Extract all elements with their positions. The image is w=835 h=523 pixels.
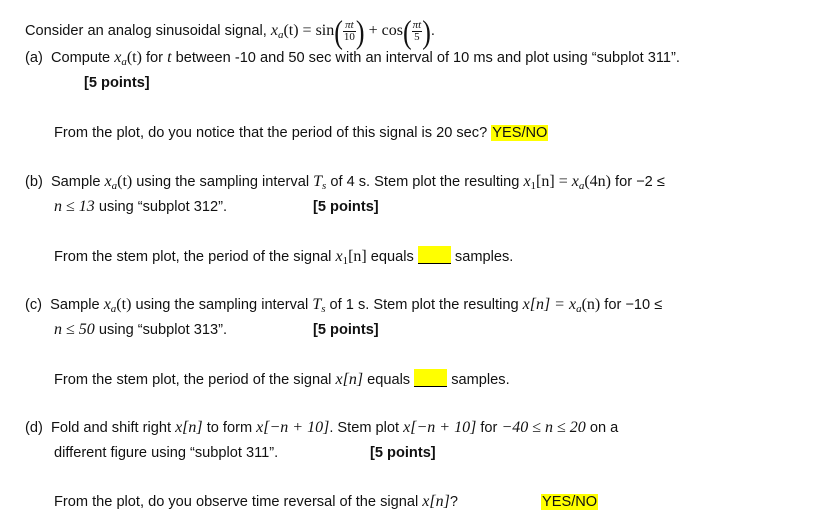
part-b-line1: [25, 172, 665, 196]
part-b-question-text: samples.: [450, 249, 514, 265]
xa-subscript: a: [111, 180, 118, 192]
part-d-points: [5 points]: [370, 445, 436, 461]
part-d-text: on a: [585, 420, 619, 436]
part-c-line2: [54, 320, 227, 340]
t-arg: (t): [116, 296, 132, 313]
n-range: n ≤ 13: [54, 198, 95, 215]
part-d-answer-wrap: [541, 492, 598, 512]
n-range: −40 ≤ n ≤ 20: [501, 419, 586, 436]
intro-line: [25, 14, 435, 51]
part-a-text: Compute: [50, 50, 115, 66]
part-d-label: (d): [25, 420, 43, 436]
x1-expr: [n] =: [536, 173, 572, 190]
xa-subscript: a: [121, 56, 127, 68]
x1-symbol: x: [523, 173, 531, 190]
part-a-answer: YES/NO: [492, 125, 548, 141]
part-c-text: using the sampling interval: [131, 297, 313, 313]
part-d-text: to form: [202, 420, 257, 436]
xa-symbol: x: [571, 173, 579, 190]
x-n-symbol: x[n]: [175, 419, 203, 436]
part-d-question: [54, 492, 458, 512]
xa-subscript: a: [277, 29, 284, 41]
fraction-1-num: πt: [343, 20, 356, 32]
paren-close-2: ): [422, 14, 431, 51]
part-b-points: [5 points]: [313, 199, 379, 215]
paren-open-2: (: [402, 14, 412, 51]
part-d-line1: [25, 418, 618, 438]
xa-arg: (4n): [584, 173, 611, 190]
part-c-answer-blank[interactable]: [414, 369, 447, 387]
part-b-text: Sample: [50, 174, 105, 190]
part-d-line2: [54, 443, 278, 463]
x-folded-symbol: x[−n + 10]: [256, 419, 330, 436]
part-b-question: [54, 246, 513, 271]
part-c-question-text: From the stem plot, the period of the signal: [54, 372, 336, 388]
part-c-text: Sample: [50, 297, 104, 313]
ts-subscript: s: [322, 180, 327, 192]
part-b-text: of 4 s. Stem plot the resulting: [326, 174, 524, 190]
xa-subscript: a: [576, 303, 582, 315]
x-expr: x[n] =: [522, 296, 569, 313]
part-a-label: (a): [25, 50, 43, 66]
x1-subscript: 1: [530, 180, 537, 192]
t-variable: t: [167, 49, 172, 66]
part-b-question-text: From the stem plot, the period of the signal: [54, 249, 336, 265]
part-d-question-text: From the plot, do you observe time reversal of the signal: [54, 494, 423, 510]
n-range: n ≤ 50: [54, 321, 95, 338]
part-d-text: . Stem plot: [329, 420, 404, 436]
part-d-question-text: ?: [449, 494, 458, 510]
fraction-1: [343, 20, 356, 43]
n-arg: [n]: [348, 248, 367, 265]
part-c-line1: [25, 295, 662, 319]
part-c-text: of 1 s. Stem plot the resulting: [325, 297, 523, 313]
xa-symbol: x: [114, 49, 122, 66]
part-b-text: using the sampling interval: [132, 174, 314, 190]
part-b-text: using “subplot 312”.: [94, 199, 228, 215]
cos-function: cos: [381, 22, 403, 39]
t-arg: (t): [117, 173, 133, 190]
part-b-question-text: equals: [366, 249, 414, 265]
fraction-1-den: 10: [343, 30, 355, 43]
intro-text: Consider an analog sinusoidal signal,: [25, 23, 271, 39]
x1-subscript: 1: [342, 255, 349, 267]
part-c-question: [54, 369, 510, 390]
part-d-answer: YES/NO: [542, 494, 598, 510]
xa-arg: (n): [581, 296, 601, 313]
part-c-text: using “subplot 313”.: [94, 322, 228, 338]
plus-sign: +: [364, 22, 382, 39]
part-a-question: [54, 123, 548, 143]
part-a-points: [5 points]: [84, 75, 150, 91]
part-c-question-text: samples.: [447, 372, 510, 388]
part-d-text: different figure using “subplot 311”.: [54, 445, 279, 461]
paren-open: (: [334, 14, 343, 51]
part-c-points: [5 points]: [313, 322, 379, 338]
t-arg: (t) =: [283, 22, 316, 39]
intro-end: .: [430, 23, 435, 39]
sin-function: sin: [315, 22, 335, 39]
fraction-2: [412, 20, 423, 43]
part-a-text: for: [141, 50, 168, 66]
part-a-text: between -10 and 50 sec with an interval of 10 ms and plot using “subplot 311”.: [171, 50, 680, 66]
x-n-symbol: x[n]: [422, 493, 450, 510]
part-c-question-text: equals: [363, 372, 411, 388]
xa-symbol: x: [104, 173, 112, 190]
part-c-label: (c): [25, 297, 43, 313]
part-d-text: for: [476, 420, 502, 436]
part-d-text: Fold and shift right: [50, 420, 176, 436]
x-folded-symbol: x[−n + 10]: [403, 419, 477, 436]
xa-symbol: x: [103, 296, 111, 313]
paren-close: ): [355, 14, 365, 51]
x-n-symbol: x[n]: [335, 371, 364, 388]
part-b-text: for −2 ≤: [611, 174, 665, 190]
xa-symbol: x: [568, 296, 577, 313]
fraction-2-num: πt: [412, 18, 422, 31]
xa-subscript: a: [578, 180, 585, 192]
xa-symbol: x: [270, 22, 278, 39]
ts-symbol: T: [312, 296, 322, 313]
part-a-question-text: From the plot, do you notice that the period of this signal is 20 sec?: [54, 125, 488, 141]
xa-subscript: a: [110, 303, 117, 315]
part-c-text: for −10 ≤: [600, 297, 663, 313]
part-b-line2: [54, 197, 227, 217]
x1-symbol: x: [335, 248, 343, 265]
t-arg: (t): [126, 49, 142, 66]
ts-subscript: s: [321, 303, 326, 315]
fraction-2-den: 5: [414, 30, 420, 43]
ts-symbol: T: [313, 173, 323, 190]
part-a-line1: [25, 48, 680, 72]
part-b-label: (b): [25, 174, 43, 190]
part-b-answer-blank[interactable]: [418, 246, 451, 264]
